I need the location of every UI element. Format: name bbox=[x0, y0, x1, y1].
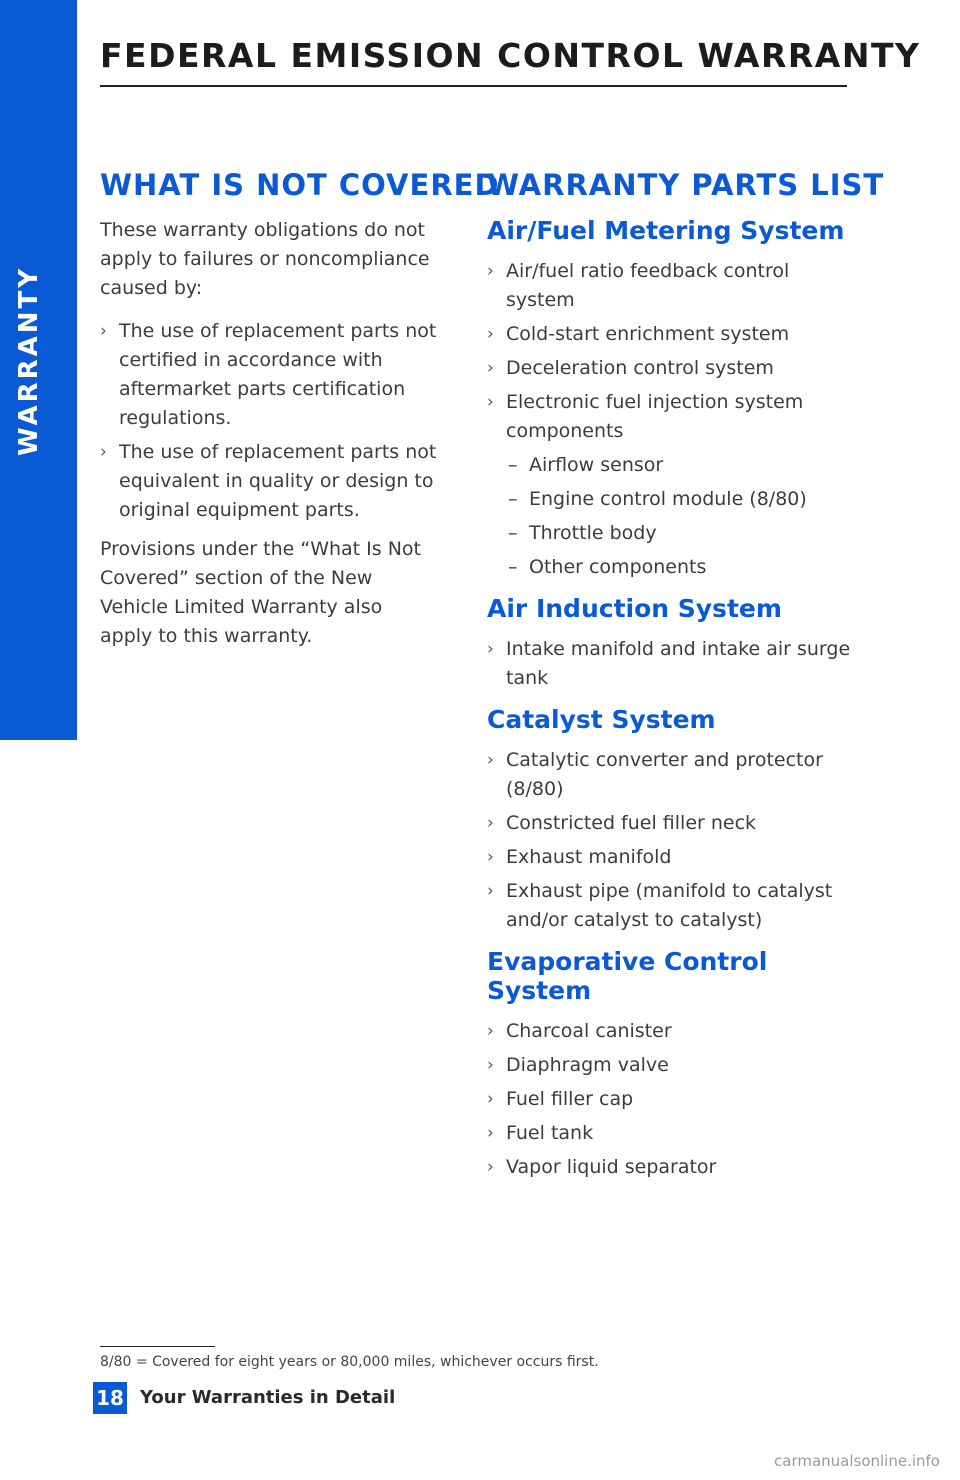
watermark: carmanualsonline.info bbox=[774, 1452, 940, 1470]
page-number: 18 bbox=[93, 1382, 127, 1414]
catalyst-list bbox=[487, 746, 852, 935]
air-fuel-list bbox=[487, 257, 852, 582]
footnote: 8/80 = Covered for eight years or 80,000 miles, whichever occurs first. bbox=[100, 1354, 599, 1370]
list-item-text: Vapor liquid separator bbox=[506, 1156, 717, 1178]
chevron-right-icon: › bbox=[487, 639, 494, 659]
chevron-right-icon: › bbox=[100, 442, 107, 462]
evaporative-list bbox=[487, 1017, 852, 1182]
page-title: FEDERAL EMISSION CONTROL WARRANTY bbox=[100, 36, 921, 75]
list-item bbox=[487, 257, 852, 315]
chevron-right-icon: › bbox=[487, 261, 494, 281]
footer-label: Your Warranties in Detail bbox=[140, 1387, 396, 1408]
list-item bbox=[487, 1051, 852, 1080]
list-item bbox=[487, 320, 852, 349]
list-item bbox=[487, 1017, 852, 1046]
dash-icon: – bbox=[508, 454, 518, 476]
dash-icon: – bbox=[508, 488, 518, 510]
list-item bbox=[487, 635, 852, 693]
chevron-right-icon: › bbox=[487, 392, 494, 412]
list-item-text: Intake manifold and intake air surge tank bbox=[506, 638, 851, 689]
list-item-text: Fuel filler cap bbox=[506, 1088, 634, 1110]
sub-list-item-text: Engine control module (8/80) bbox=[529, 488, 807, 510]
evaporative-heading: Evaporative Control System bbox=[487, 947, 768, 1005]
list-item-text: Constricted fuel filler neck bbox=[506, 812, 757, 834]
chevron-right-icon: › bbox=[100, 321, 107, 341]
not-covered-intro: These warranty obligations do not apply to failures or noncompliance caused by: bbox=[100, 219, 430, 299]
sub-list-item bbox=[508, 553, 852, 582]
list-item-text: Cold-start enrichment system bbox=[506, 323, 790, 345]
chevron-right-icon: › bbox=[487, 750, 494, 770]
fuel-injection-components bbox=[508, 451, 852, 582]
list-item bbox=[487, 1085, 852, 1114]
sub-list-item bbox=[508, 519, 852, 548]
sub-list-item bbox=[508, 451, 852, 480]
list-item-text: Deceleration control system bbox=[506, 357, 774, 379]
parts-list-heading: WARRANTY PARTS LIST bbox=[487, 168, 885, 202]
left-column bbox=[100, 168, 500, 665]
air-induction-heading: Air Induction System bbox=[487, 594, 782, 623]
list-item bbox=[100, 438, 440, 525]
provisions-text: Provisions under the “What Is Not Covered” section of the New Vehicle Limited Warranty also apply to this warranty. bbox=[100, 538, 421, 647]
sidebar-tab bbox=[0, 0, 77, 740]
list-item-text: Air/fuel ratio feedback control system bbox=[506, 260, 790, 311]
footnote-divider bbox=[100, 1346, 215, 1347]
list-item bbox=[487, 843, 852, 872]
list-item-text: Catalytic converter and protector (8/80) bbox=[506, 749, 823, 800]
list-item-text: Charcoal canister bbox=[506, 1020, 672, 1042]
chevron-right-icon: › bbox=[487, 881, 494, 901]
sub-list-item-text: Other components bbox=[529, 556, 707, 578]
list-item bbox=[100, 317, 440, 433]
list-item-text: The use of replacement parts not equivalent in quality or design to original equipment parts. bbox=[119, 441, 437, 521]
list-item bbox=[487, 1153, 852, 1182]
list-item-text: Fuel tank bbox=[506, 1122, 594, 1144]
dash-icon: – bbox=[508, 522, 518, 544]
list-item-text: Electronic fuel injection system components bbox=[506, 391, 804, 442]
not-covered-list bbox=[100, 317, 440, 525]
list-item-text: Diaphragm valve bbox=[506, 1054, 669, 1076]
title-divider bbox=[100, 85, 847, 87]
list-item bbox=[487, 354, 852, 383]
chevron-right-icon: › bbox=[487, 1123, 494, 1143]
list-item bbox=[487, 1119, 852, 1148]
catalyst-heading: Catalyst System bbox=[487, 705, 716, 734]
list-item bbox=[487, 388, 852, 582]
sub-list-item-text: Throttle body bbox=[529, 522, 657, 544]
list-item bbox=[487, 877, 852, 935]
list-item-text: Exhaust pipe (manifold to catalyst and/or catalyst to catalyst) bbox=[506, 880, 833, 931]
dash-icon: – bbox=[508, 556, 518, 578]
chevron-right-icon: › bbox=[487, 358, 494, 378]
list-item bbox=[487, 809, 852, 838]
chevron-right-icon: › bbox=[487, 1055, 494, 1075]
chevron-right-icon: › bbox=[487, 1089, 494, 1109]
chevron-right-icon: › bbox=[487, 1021, 494, 1041]
list-item-text: Exhaust manifold bbox=[506, 846, 672, 868]
air-induction-list bbox=[487, 635, 852, 693]
chevron-right-icon: › bbox=[487, 813, 494, 833]
right-column bbox=[487, 168, 885, 1192]
list-item bbox=[487, 746, 852, 804]
sidebar-label: WARRANTY bbox=[14, 265, 44, 456]
sub-list-item bbox=[508, 485, 852, 514]
chevron-right-icon: › bbox=[487, 847, 494, 867]
chevron-right-icon: › bbox=[487, 324, 494, 344]
not-covered-heading: WHAT IS NOT COVERED bbox=[100, 168, 500, 202]
chevron-right-icon: › bbox=[487, 1157, 494, 1177]
air-fuel-heading: Air/Fuel Metering System bbox=[487, 216, 845, 245]
list-item-text: The use of replacement parts not certified in accordance with aftermarket parts certification regulations. bbox=[119, 320, 437, 429]
sub-list-item-text: Airflow sensor bbox=[529, 454, 664, 476]
